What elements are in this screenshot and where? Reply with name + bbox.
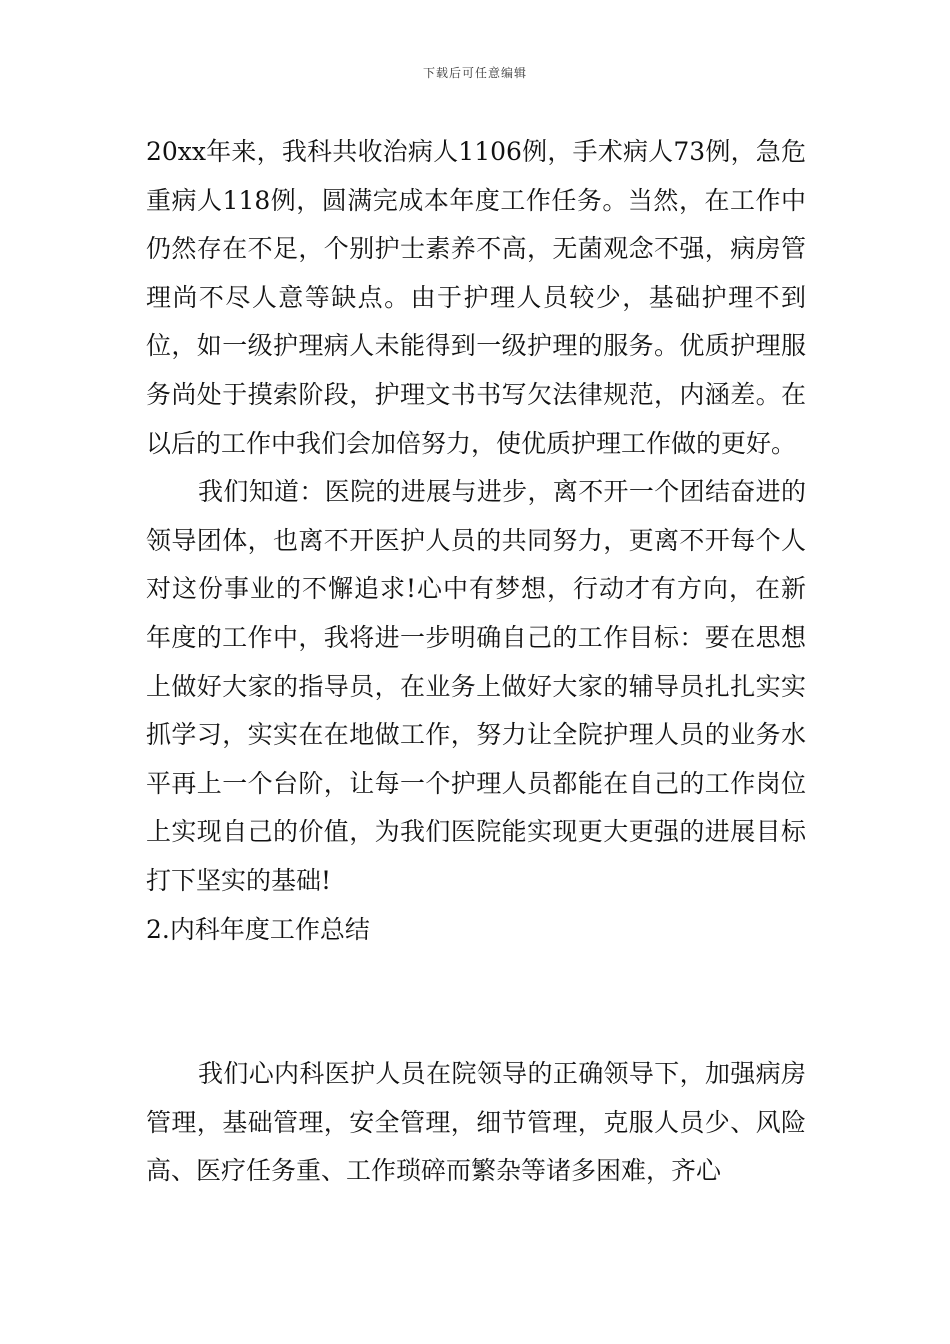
paragraph-section-intro: 我们心内科医护人员在院领导的正确领导下，加强病房管理，基础管理，安全管理，细节管理，克服人员少、风险高、医疗任务重、工作琐碎而繁杂等诸多困难，齐心 <box>146 1059 806 1186</box>
section-spacer <box>146 954 806 1050</box>
paragraph-goals: 我们知道：医院的进展与进步，离不开一个团结奋进的领导团体，也离不开医护人员的共同努力，更离不开每个人对这份事业的不懈追求!心中有梦想，行动才有方向，在新年度的工作中，我将进一步明确自己的工作目标：要在思想上做好大家的指导员，在业务上做好大家的辅导员扎扎实实抓学习，实实在在地做工作，努力让全院护理人员的业务水平再上一个台阶，让每一个护理人员都能在自己的工作岗位上实现自己的价值，为我们医院能实现更大更强的进展目标打下坚实的基础! <box>146 477 806 895</box>
header-note: 下载后可任意编辑 <box>422 66 527 80</box>
document-body <box>146 128 806 1196</box>
section-heading: 2.内科年度工作总结 <box>146 914 370 944</box>
paragraph-summary: 20xx年来，我科共收治病人1106例，手术病人73例，急危重病人118例，圆满完成本年度工作任务。当然，在工作中仍然存在不足，个别护士素养不高，无菌观念不强，病房管理尚不尽人意等缺点。由于护理人员较少，基础护理不到位，如一级护理病人未能得到一级护理的服务。优质护理服务尚处于摸索阶段，护理文书书写欠法律规范，内涵差。在以后的工作中我们会加倍努力，使优质护理工作做的更好。 <box>146 137 806 458</box>
